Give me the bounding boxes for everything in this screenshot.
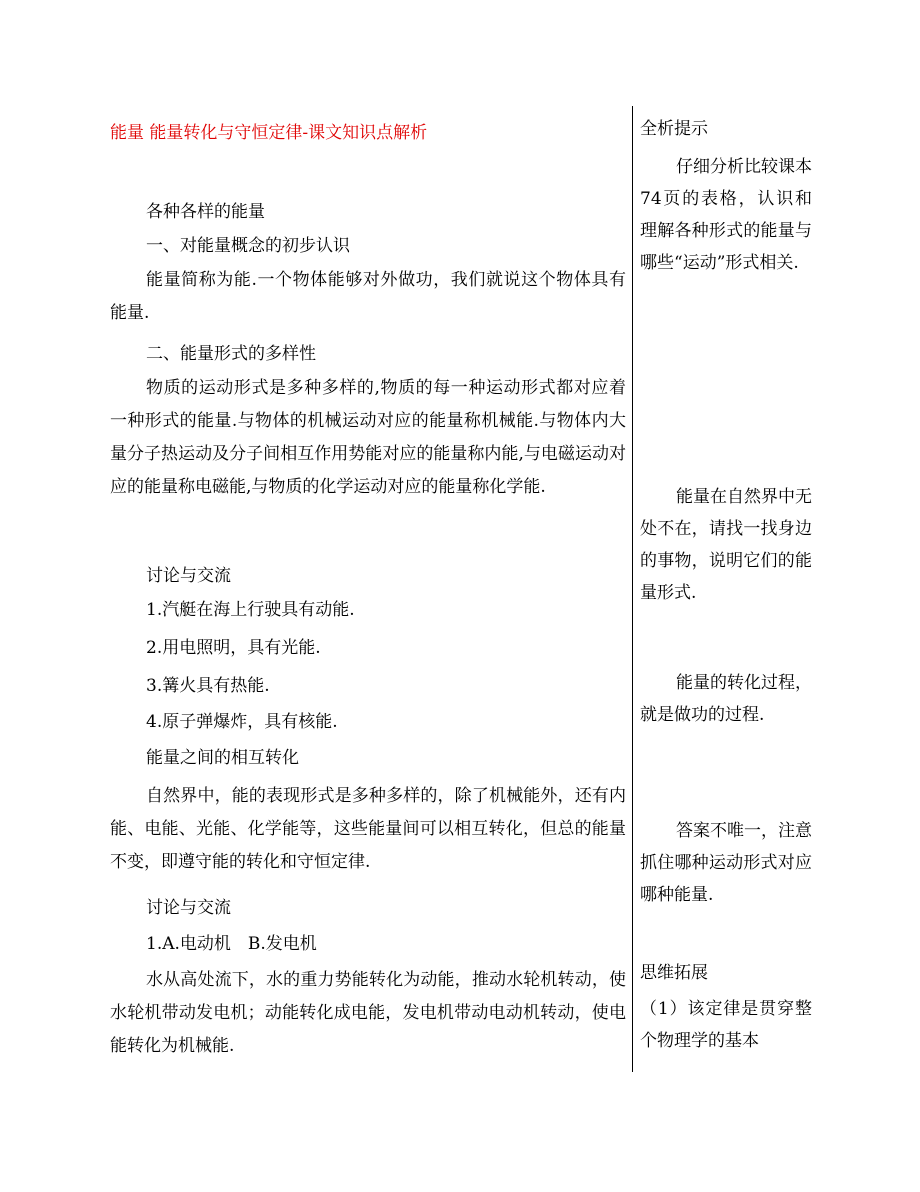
document-title: 能量 能量转化与守恒定律-课文知识点解析 xyxy=(110,123,428,143)
column-divider xyxy=(632,106,633,1072)
side-tip-work: 能量的转化过程，就是做功的过程. xyxy=(640,673,812,725)
list-item: 4.原子弹爆炸，具有核能. xyxy=(146,712,338,732)
list-item: 2.用电照明，具有光能. xyxy=(146,638,321,658)
paragraph-section-one: 能量简称为能.一个物体能够对外做功，我们就说这个物体具有能量. xyxy=(110,270,626,323)
side-heading-extend: 思维拓展 xyxy=(640,963,708,983)
list-item: 3.篝火具有热能. xyxy=(146,676,270,696)
paragraph-section-two: 物质的运动形式是多种多样的,物质的每一种运动形式都对应着一种形式的能量.与物体的机械运动对应的能量称机械能.与物体内大量分子热运动及分子间相互作用势能对应的能量称内能,与电磁运动对应的能量称电磁能,与物质的化学运动对应的能量称化学能. xyxy=(110,378,626,497)
heading-energy-transform: 能量之间的相互转化 xyxy=(146,748,299,768)
side-extend-text: （1）该定律是贯穿整个物理学的基本 xyxy=(640,999,812,1051)
heading-section-one: 一、对能量概念的初步认识 xyxy=(146,236,350,256)
heading-discussion-2: 讨论与交流 xyxy=(146,898,231,918)
list-item: 1.汽艇在海上行驶具有动能. xyxy=(146,600,355,620)
paragraph-water-turbine: 水从高处流下，水的重力势能转化为动能，推动水轮机转动，使水轮机带动发电机；动能转化成电能，发电机带动电动机转动，使电能转化为机械能. xyxy=(110,970,626,1056)
side-tip-answer: 答案不唯一，注意抓住哪种运动形式对应哪种能量. xyxy=(640,821,812,905)
side-tip-table: 仔细分析比较课本74页的表格，认识和理解各种形式的能量与哪些“运动”形式相关. xyxy=(640,157,812,273)
side-heading-tips: 全析提示 xyxy=(640,119,708,139)
heading-section-two: 二、能量形式的多样性 xyxy=(146,344,316,364)
heading-various-energy: 各种各样的能量 xyxy=(146,202,265,222)
ab-answer-line: 1.A.电动机 B.发电机 xyxy=(146,934,317,954)
paragraph-energy-transform: 自然界中，能的表现形式是多种多样的，除了机械能外，还有内能、电能、光能、化学能等，这些能量间可以相互转化，但总的能量不变，即遵守能的转化和守恒定律. xyxy=(110,786,626,872)
side-tip-find-energy: 能量在自然界中无处不在，请找一找身边的事物，说明它们的能量形式. xyxy=(640,487,812,603)
heading-discussion-1: 讨论与交流 xyxy=(146,566,231,586)
